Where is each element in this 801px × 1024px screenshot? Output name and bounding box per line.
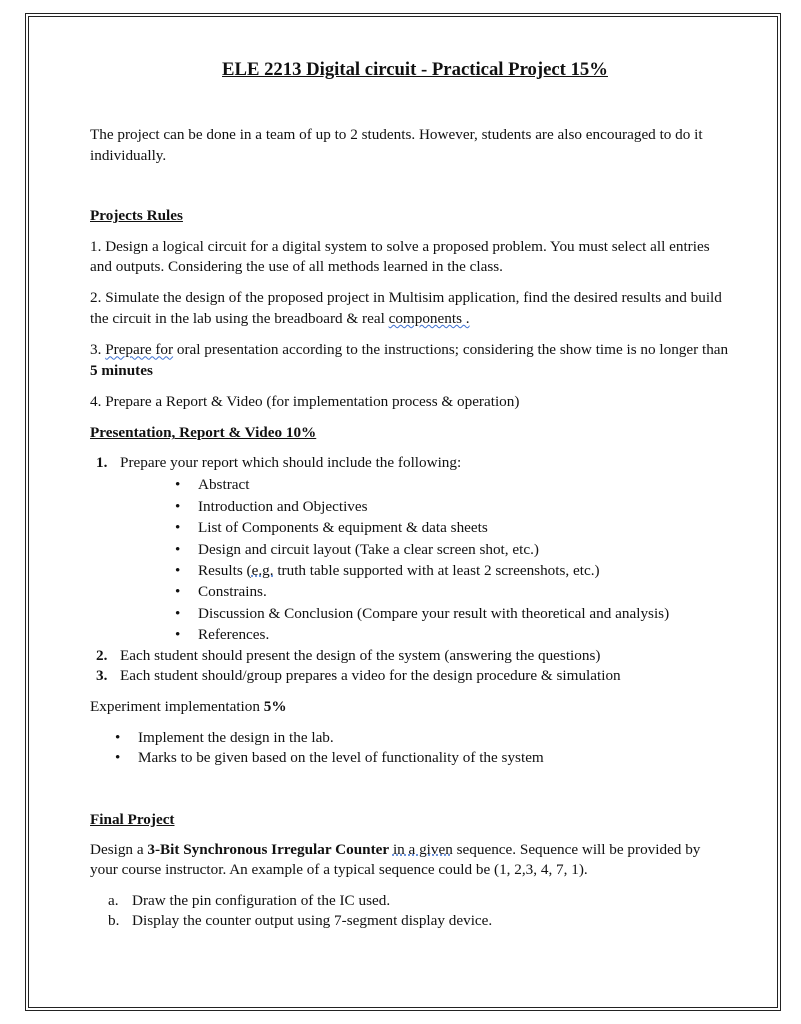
rule-3-text: oral presentation according to the instructions; considering the show time is no longer than [173,341,729,359]
rule-3-prepare-for: Prepare for [105,341,174,359]
list-number: 3. [96,666,108,684]
list-number: 1. [96,453,108,471]
results-text-b: truth table supported with at least 2 screenshots, etc.) [273,561,600,579]
list-item [90,891,730,911]
experiment-label: Experiment implementation [90,698,264,716]
list-item-text: Prepare your report which should include the following: [120,453,462,471]
list-letter: a. [108,891,119,909]
projects-rules-heading: Projects Rules [90,207,183,225]
list-letter: b. [108,912,120,930]
presentation-list [90,453,730,686]
list-item-text: Draw the pin configuration of the IC used. [132,891,391,909]
rule-4: 4. Prepare a Report & Video (for implementation process & operation) [90,393,520,411]
rule-3-duration: 5 minutes [90,361,153,379]
list-item: • Constrains. [120,581,730,602]
counter-type: 3-Bit Synchronous Irregular Counter [147,840,390,858]
list-item-text: Display the counter output using 7-segment display device. [132,912,493,930]
rule-1: 1. Design a logical circuit for a digital system to solve a proposed problem. You must select all entries and outputs. Considering the use of all methods learned in the class. [90,237,710,276]
results-eg: e.g. [251,561,274,579]
rule-2 [90,288,730,329]
list-item: • Implement the design in the lab. [90,728,730,748]
list-item-text: Each student should present the design of the system (answering the questions) [120,646,601,664]
list-number: 2. [96,646,108,664]
final-in-a-given: in a given [392,840,453,858]
list-item: • References. [120,624,730,645]
list-item [90,646,730,666]
list-item: • Abstract [120,474,730,495]
list-item [90,453,730,646]
final-text-b: sequence. Sequence will be provided by your course instructor. An example of a typical sequence could be (1, 2,3, 4, 7, 1). [90,840,701,879]
final-text-a: Design a [90,840,148,858]
list-item: • Marks to be given based on the level of functionality of the system [90,748,730,768]
rule-2-components: components . [388,309,470,327]
intro-paragraph: The project can be done in a team of up to 2 students. However, students are also encouraged to do it individually. [90,126,703,164]
experiment-percent: 5% [263,698,287,716]
experiment-heading [90,697,730,717]
list-item: • Introduction and Objectives [120,496,730,517]
experiment-list [90,728,730,769]
presentation-heading: Presentation, Report & Video 10% [90,424,317,442]
rule-3 [90,340,730,381]
report-contents-list [120,474,730,645]
results-text-a: Results ( [198,561,252,579]
rule-3-num: 3. [90,341,106,359]
list-item-text: Each student should/group prepares a video for the design procedure & simulation [120,666,621,684]
document-title: ELE 2213 Digital circuit - Practical Project 15% [222,59,608,80]
document-body [90,60,730,932]
list-item [90,666,730,686]
final-project-paragraph [90,840,730,881]
final-project-heading: Final Project [90,810,175,828]
list-item [90,911,730,931]
list-item: • Design and circuit layout (Take a clear screen shot, etc.) [120,539,730,560]
final-tasks-list [90,891,730,932]
list-item [120,560,730,581]
rule-2-text: 2. Simulate the design of the proposed project in Multisim application, find the desired results and build the circuit in the lab using the breadboard & real [90,289,722,327]
list-item: • List of Components & equipment & data sheets [120,517,730,538]
list-item: • Discussion & Conclusion (Compare your result with theoretical and analysis) [120,603,730,624]
